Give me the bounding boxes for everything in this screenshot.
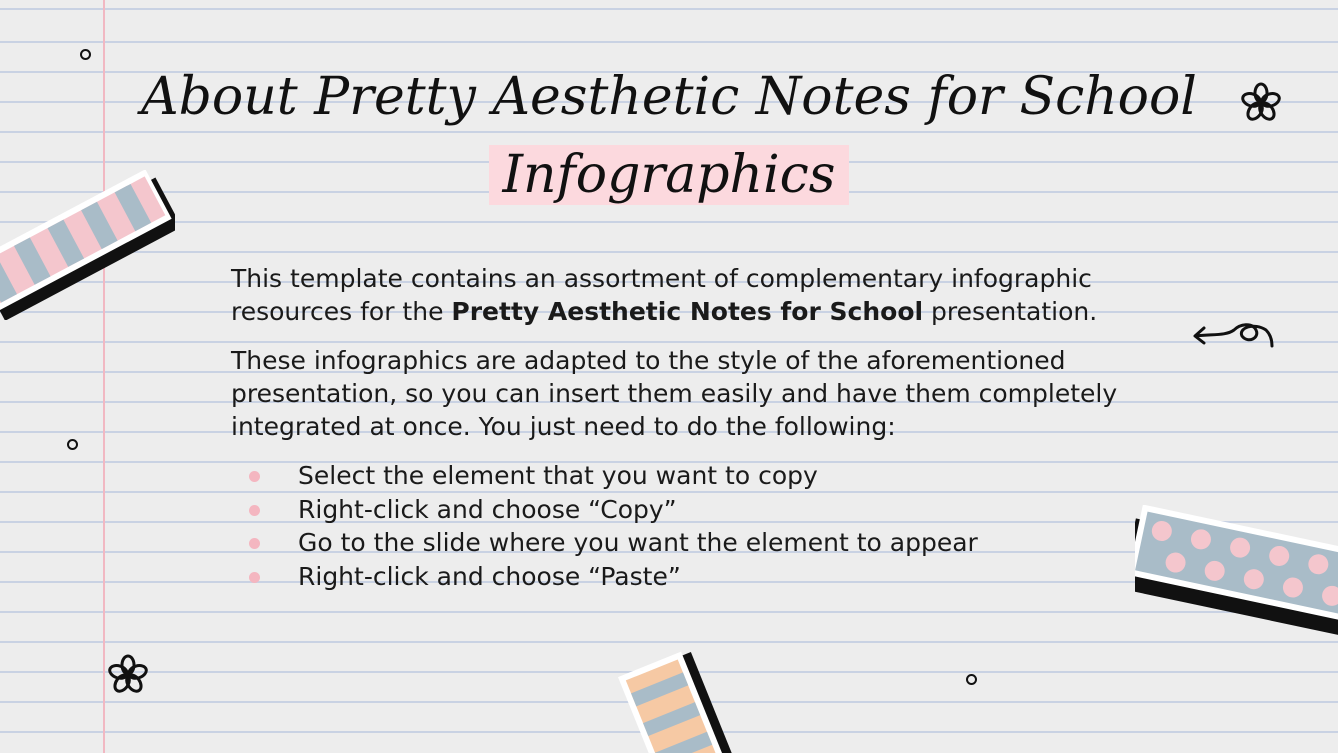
circle-doodle-icon <box>67 439 78 450</box>
list-item: Right-click and choose “Copy” <box>231 493 1131 527</box>
list-item: Right-click and choose “Paste” <box>231 560 1131 594</box>
flower-icon <box>1238 80 1284 126</box>
washi-tape-sticker <box>1135 505 1338 635</box>
steps-list <box>231 459 1131 593</box>
circle-doodle-icon <box>966 674 977 685</box>
intro-paragraph: This template contains an assortment of complementary infographic resources for the Pretty Aesthetic Notes for School presentation. <box>231 264 1098 326</box>
squiggle-arrow-icon <box>1190 318 1280 354</box>
washi-tape-sticker <box>610 640 760 753</box>
description-paragraph: These infographics are adapted to the style of the aforementioned presentation, so you can insert them easily and have them completely integrated at once. You just need to do the following: <box>231 346 1118 441</box>
notebook-margin-line <box>103 0 105 753</box>
slide-body <box>231 262 1131 593</box>
flower-icon <box>105 652 151 698</box>
bullet-dot-icon <box>249 471 260 482</box>
title-line-2-highlight: Infographics <box>489 145 850 205</box>
list-item: Select the element that you want to copy <box>231 459 1131 493</box>
presentation-name: Pretty Aesthetic Notes for School <box>451 297 924 326</box>
list-item: Go to the slide where you want the element to appear <box>231 526 1131 560</box>
title-line-1: About Pretty Aesthetic Notes for School <box>141 67 1197 127</box>
bullet-dot-icon <box>249 572 260 583</box>
bullet-dot-icon <box>249 505 260 516</box>
slide-title <box>120 58 1218 214</box>
bullet-dot-icon <box>249 538 260 549</box>
circle-doodle-icon <box>80 49 91 60</box>
